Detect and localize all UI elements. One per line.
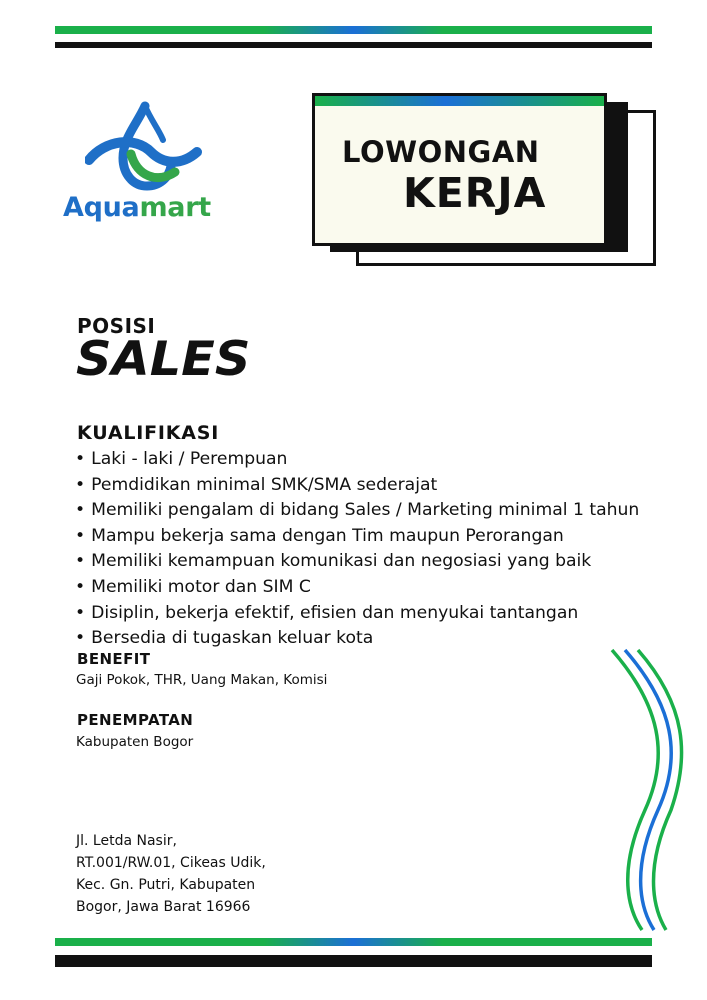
address-line: RT.001/RW.01, Cikeas Udik, (76, 855, 266, 871)
address-line: Bogor, Jawa Barat 16966 (76, 899, 251, 915)
address-block (76, 830, 266, 918)
position-value: SALES (76, 332, 251, 387)
logo-text-mart: mart (139, 192, 211, 223)
header-box-accent-bar (315, 96, 604, 106)
address-line: Jl. Letda Nasir, (76, 833, 177, 849)
water-drop-logo-icon (85, 100, 205, 200)
placement-text: Kabupaten Bogor (76, 734, 194, 750)
aquamart-logo (60, 100, 230, 230)
list-item: • Memiliki kemampuan komunikasi dan negosiasi yang baik (75, 549, 639, 575)
top-black-bar (55, 42, 652, 48)
benefit-text: Gaji Pokok, THR, Uang Makan, Komisi (76, 672, 328, 688)
placement-title: PENEMPATAN (77, 711, 194, 729)
list-item: • Laki - laki / Perempuan (75, 447, 639, 473)
bottom-black-bar (55, 955, 652, 967)
header-title-lowongan: LOWONGAN (342, 135, 540, 169)
qualifications-list (75, 447, 639, 652)
list-item: • Disiplin, bekerja efektif, efisien dan menyukai tantangan (75, 601, 639, 627)
benefit-title: BENEFIT (77, 650, 151, 668)
list-item: • Memiliki motor dan SIM C (75, 575, 639, 601)
list-item: • Memiliki pengalam di bidang Sales / Marketing minimal 1 tahun (75, 498, 639, 524)
top-accent-bar (55, 26, 652, 34)
bottom-accent-bar (55, 938, 652, 946)
list-item: • Mampu bekerja sama dengan Tim maupun Perorangan (75, 524, 639, 550)
list-item: • Pemdidikan minimal SMK/SMA sederajat (75, 473, 639, 499)
header-title-kerja: KERJA (403, 169, 547, 217)
logo-text-aqua: Aqua (63, 192, 140, 223)
logo-wordmark (63, 192, 211, 223)
list-item: • Bersedia di tugaskan keluar kota (75, 626, 639, 652)
position-label: POSISI (77, 314, 156, 338)
qualifications-title: KUALIFIKASI (77, 422, 220, 444)
decorative-wave-lines (590, 645, 690, 935)
address-line: Kec. Gn. Putri, Kabupaten (76, 877, 256, 893)
